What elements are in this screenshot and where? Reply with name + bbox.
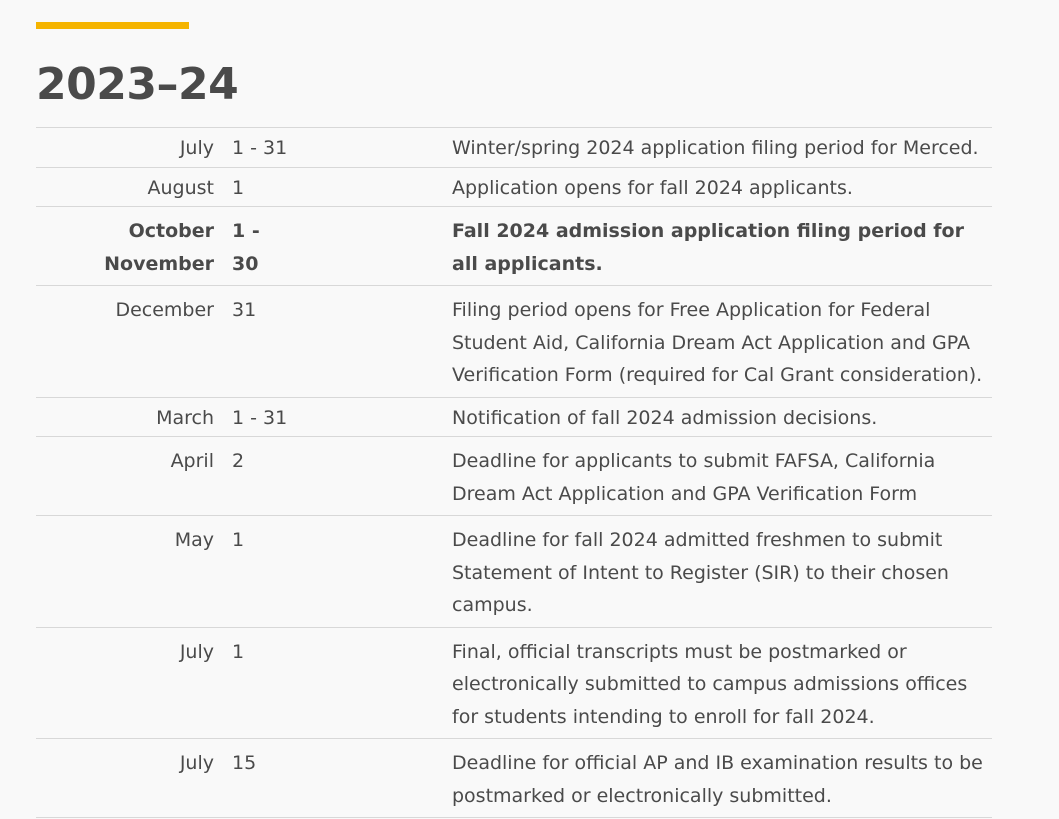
row-description: Filing period opens for Free Application for Federal Student Aid, California Dream Act Application and GPA Verification Form (required for Cal Grant consideration). <box>452 299 983 386</box>
row-description: Winter/spring 2024 application filing period for Merced. <box>452 137 979 159</box>
table-row <box>36 397 992 437</box>
row-day: 15 <box>232 752 257 774</box>
row-day: 2 <box>232 450 245 472</box>
row-description: Deadline for fall 2024 admitted freshmen to submit Statement of Intent to Register (SIR) to their chosen campus. <box>452 529 949 616</box>
dates-table-body <box>36 128 992 818</box>
row-description: Deadline for official AP and IB examination results to be postmarked or electronically submitted. <box>452 752 983 807</box>
row-month: October November <box>104 220 214 275</box>
dates-table <box>36 127 992 818</box>
row-month: May <box>174 529 214 551</box>
row-day: 1 - 30 <box>232 220 260 275</box>
row-month: July <box>179 137 214 159</box>
table-row <box>36 128 992 168</box>
row-month: April <box>170 450 214 472</box>
row-description: Fall 2024 admission application filing period for all applicants. <box>452 220 964 275</box>
row-day: 1 <box>232 640 245 663</box>
row-description: Application opens for fall 2024 applicants. <box>452 176 853 199</box>
row-description: Deadline for applicants to submit FAFSA, California Dream Act Application and GPA Verification Form <box>452 450 936 505</box>
table-row <box>36 286 992 398</box>
table-row <box>36 207 992 286</box>
row-day: 1 <box>232 176 245 199</box>
row-month: July <box>179 640 214 663</box>
row-day: 31 <box>232 299 257 321</box>
row-month: March <box>156 406 214 429</box>
table-row <box>36 167 992 207</box>
row-day: 1 - 31 <box>232 406 288 429</box>
table-row <box>36 627 992 739</box>
row-description: Notification of fall 2024 admission decisions. <box>452 406 878 429</box>
row-description: Final, official transcripts must be postmarked or electronically submitted to campus admissions offices for students intending to enroll for fall 2024. <box>452 640 968 728</box>
table-row <box>36 739 992 818</box>
row-month: December <box>115 299 214 321</box>
row-day: 1 <box>232 529 245 551</box>
table-row <box>36 516 992 628</box>
row-month: August <box>147 176 214 199</box>
row-day: 1 - 31 <box>232 137 288 159</box>
page-title: 2023–24 <box>36 59 239 110</box>
accent-bar <box>36 22 189 29</box>
row-month: July <box>179 752 214 774</box>
table-row <box>36 437 992 516</box>
